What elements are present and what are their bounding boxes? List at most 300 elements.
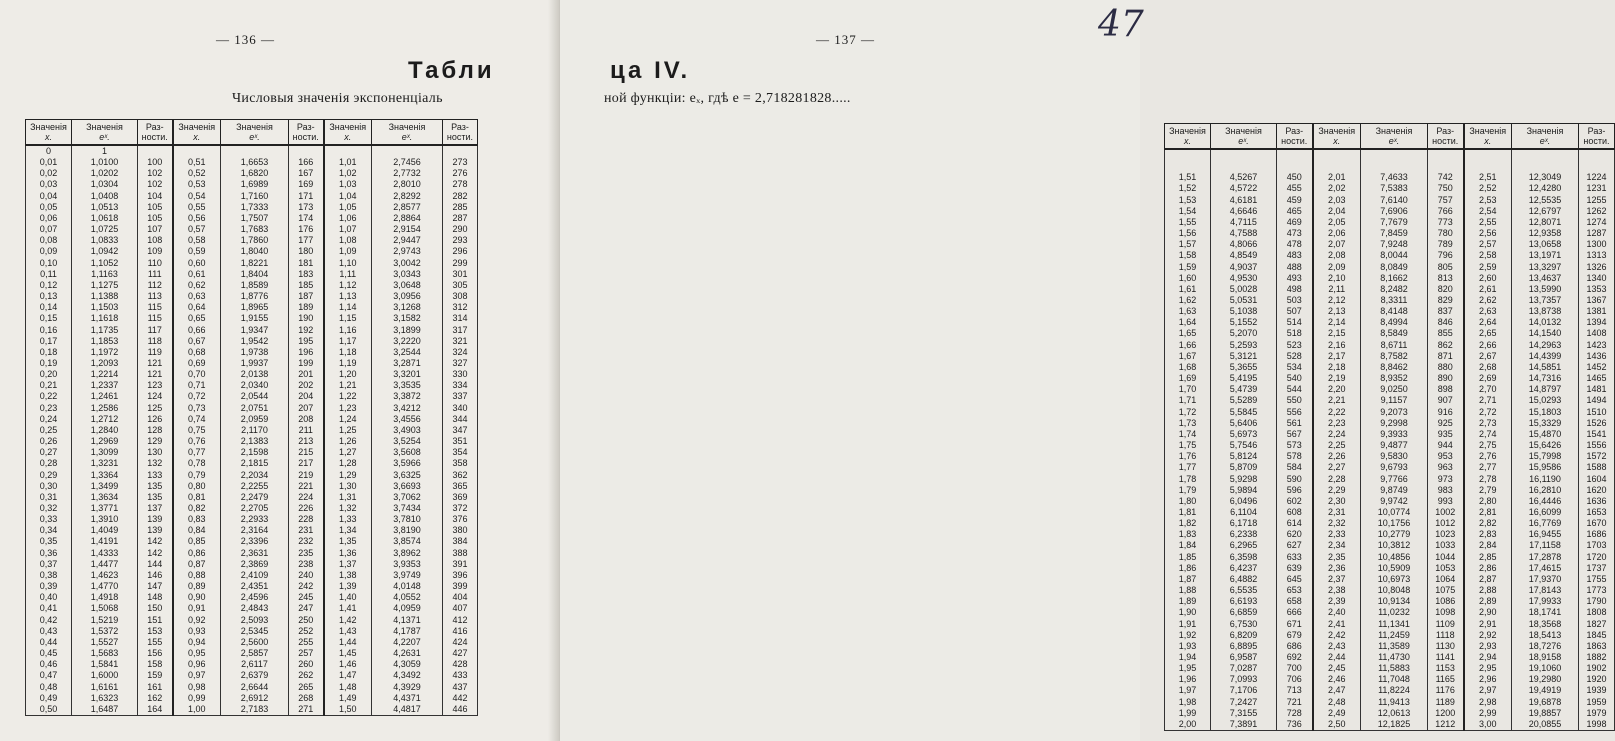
table-cell: 132	[138, 458, 173, 469]
table-cell: 121	[138, 369, 173, 380]
table-row	[1165, 328, 1615, 339]
table-cell: 18,1741	[1512, 607, 1579, 618]
table-cell: 5,0028	[1211, 284, 1277, 295]
column-header-line1: Значенія	[1225, 126, 1262, 136]
table-cell: 2,35	[1313, 552, 1361, 563]
table-cell: 503	[1277, 295, 1313, 306]
table-cell: 6,4882	[1211, 574, 1277, 585]
column-header	[1165, 124, 1211, 150]
table-cell: 1737	[1579, 563, 1615, 574]
table-row	[26, 258, 478, 269]
table-cell: 9,2073	[1361, 407, 1428, 418]
column-header-line1: Значенія	[178, 122, 216, 132]
table-cell: 493	[1277, 273, 1313, 284]
table-row	[26, 659, 478, 670]
table-cell: 10,5909	[1361, 563, 1428, 574]
table-row	[1165, 485, 1615, 496]
table-cell: 4,0959	[372, 603, 443, 614]
table-cell: 0,90	[173, 592, 221, 603]
table-cell: 1408	[1579, 328, 1615, 339]
column-header	[1512, 124, 1579, 150]
table-cell: 2,65	[1464, 328, 1512, 339]
table-cell: 0,20	[26, 369, 72, 380]
table-cell: 796	[1428, 250, 1464, 261]
table-row	[1165, 351, 1615, 362]
table-cell: 1,50	[324, 704, 372, 716]
table-cell: 1064	[1428, 574, 1464, 585]
table-cell: 183	[289, 269, 324, 280]
table-cell: 925	[1428, 418, 1464, 429]
table-cell: 1,3099	[72, 447, 138, 458]
table-cell: 226	[289, 503, 324, 514]
table-cell: 2,49	[1313, 708, 1361, 719]
table-cell: 2,6912	[221, 693, 289, 704]
column-header-line2: ности.	[1432, 136, 1459, 146]
table-cell: 713	[1277, 685, 1313, 696]
table-cell: 2,0138	[221, 369, 289, 380]
table-row	[26, 626, 478, 637]
table-cell: 0,12	[26, 280, 72, 291]
table-cell: 312	[443, 302, 478, 313]
table-cell: 2,0544	[221, 391, 289, 402]
table-cell: 561	[1277, 418, 1313, 429]
table-cell: 1,31	[324, 492, 372, 503]
table-row	[1165, 462, 1615, 473]
table-row	[1165, 663, 1615, 674]
table-cell: 1,2712	[72, 414, 138, 425]
table-cell: 1,49	[324, 693, 372, 704]
table-cell: 2,92	[1464, 630, 1512, 641]
table-cell: 111	[138, 269, 173, 280]
table-cell: 257	[289, 648, 324, 659]
table-cell: 1,9155	[221, 313, 289, 324]
table-row	[1165, 607, 1615, 618]
table-cell: 1,12	[324, 280, 372, 291]
table-cell: 0,25	[26, 425, 72, 436]
table-cell: 1,1163	[72, 269, 138, 280]
table-row	[26, 202, 478, 213]
table-cell: 2,78	[1464, 474, 1512, 485]
table-cell: 2,70	[1464, 384, 1512, 395]
table-cell: 391	[443, 559, 478, 570]
table-row	[1165, 239, 1615, 250]
table-cell: 139	[138, 514, 173, 525]
table-cell: 1,75	[1165, 440, 1211, 451]
table-cell: 1,72	[1165, 407, 1211, 418]
table-cell: 0,48	[26, 682, 72, 693]
table-cell: 578	[1277, 451, 1313, 462]
table-cell: 219	[289, 470, 324, 481]
table-cell: 1,05	[324, 202, 372, 213]
table-cell: 1165	[1428, 674, 1464, 685]
table-cell: 13,5990	[1512, 284, 1579, 295]
table-cell: 10,8048	[1361, 585, 1428, 596]
table-cell: 880	[1428, 362, 1464, 373]
table-cell: 0,05	[26, 202, 72, 213]
table-cell: 2,84	[1464, 540, 1512, 551]
table-cell: 6,3598	[1211, 552, 1277, 563]
table-cell: 0,64	[173, 302, 221, 313]
table-cell: 1494	[1579, 395, 1615, 406]
table-cell: 282	[443, 191, 478, 202]
table-cell: 16,2810	[1512, 485, 1579, 496]
table-row	[26, 224, 478, 235]
table-cell: 1353	[1579, 284, 1615, 295]
table-cell: 2,96	[1464, 674, 1512, 685]
table-cell: 144	[138, 559, 173, 570]
spacer-cell	[1512, 161, 1579, 172]
table-cell: 4,1787	[372, 626, 443, 637]
table-cell: 1130	[1428, 641, 1464, 652]
table-cell: 2,64	[1464, 317, 1512, 328]
table-cell: 354	[443, 447, 478, 458]
table-cell: 9,5830	[1361, 451, 1428, 462]
table-cell: 1,84	[1165, 540, 1211, 551]
table-row	[1165, 596, 1615, 607]
table-cell: 1,2969	[72, 436, 138, 447]
table-cell: 1,51	[1165, 172, 1211, 183]
table-cell: 1,25	[324, 425, 372, 436]
table-cell: 1,5372	[72, 626, 138, 637]
table-cell: 10,6973	[1361, 574, 1428, 585]
table-cell: 412	[443, 615, 478, 626]
table-cell: 1255	[1579, 195, 1615, 206]
table-cell: 199	[289, 358, 324, 369]
table-cell: 1,6653	[221, 157, 289, 168]
table-cell: 5,9894	[1211, 485, 1277, 496]
table-cell: 1,95	[1165, 663, 1211, 674]
table-cell: 1541	[1579, 429, 1615, 440]
table-row	[26, 503, 478, 514]
table-cell: 2,18	[1313, 362, 1361, 373]
table-cell: 0,11	[26, 269, 72, 280]
table-cell: 0,77	[173, 447, 221, 458]
table-cell: 993	[1428, 496, 1464, 507]
table-cell: 584	[1277, 462, 1313, 473]
table-cell: 2,7732	[372, 168, 443, 179]
table-cell: 1200	[1428, 708, 1464, 719]
table-cell: 4,7588	[1211, 228, 1277, 239]
exponential-table-right	[1164, 123, 1615, 731]
table-cell: 916	[1428, 407, 1464, 418]
table-cell: 3,4212	[372, 403, 443, 414]
table-cell: 1,23	[324, 403, 372, 414]
table-cell: 0,40	[26, 592, 72, 603]
table-cell: 1,1503	[72, 302, 138, 313]
table-cell: 1,9738	[221, 347, 289, 358]
table-cell: 372	[443, 503, 478, 514]
table-cell: 252	[289, 626, 324, 637]
table-cell: 3,8962	[372, 548, 443, 559]
table-cell: 1,2214	[72, 369, 138, 380]
table-cell: 0,98	[173, 682, 221, 693]
table-cell: 0,13	[26, 291, 72, 302]
table-cell: 0,55	[173, 202, 221, 213]
right-page	[560, 0, 1610, 741]
table-cell: 1,35	[324, 536, 372, 547]
table-row	[1165, 641, 1615, 652]
table-cell: 2,1598	[221, 447, 289, 458]
table-cell: 0,68	[173, 347, 221, 358]
table-cell: 15,1803	[1512, 407, 1579, 418]
table-row	[26, 447, 478, 458]
column-header	[289, 120, 324, 146]
table-cell: 0,80	[173, 481, 221, 492]
table-cell: 2,2034	[221, 470, 289, 481]
table-cell: 820	[1428, 284, 1464, 295]
table-cell: 190	[289, 313, 324, 324]
table-cell: 2,58	[1464, 250, 1512, 261]
column-header	[221, 120, 289, 146]
table-row	[26, 693, 478, 704]
table-cell: 0,32	[26, 503, 72, 514]
table-cell: 135	[138, 481, 173, 492]
table-cell: 4,3929	[372, 682, 443, 693]
table-cell: 2,04	[1313, 206, 1361, 217]
table-cell: 446	[443, 704, 478, 716]
table-cell: 6,9587	[1211, 652, 1277, 663]
column-header-line2: x.	[1183, 136, 1191, 146]
table-cell: 380	[443, 525, 478, 536]
table-cell: 108	[138, 235, 173, 246]
table-cell: 700	[1277, 663, 1313, 674]
table-cell: 19,2980	[1512, 674, 1579, 685]
column-header	[26, 120, 72, 146]
table-cell: 2,17	[1313, 351, 1361, 362]
table-row	[26, 525, 478, 536]
table-cell: 317	[443, 325, 478, 336]
table-cell: 1,10	[324, 258, 372, 269]
table-cell: 301	[443, 269, 478, 280]
table-cell: 1,6000	[72, 670, 138, 681]
table-cell: 1,7683	[221, 224, 289, 235]
table-cell: 1,9937	[221, 358, 289, 369]
table-cell: 174	[289, 213, 324, 224]
table-cell: 1,65	[1165, 328, 1211, 339]
table-cell: 478	[1277, 239, 1313, 250]
table-cell: 0,92	[173, 615, 221, 626]
table-cell: 666	[1277, 607, 1313, 618]
table-cell: 4,3492	[372, 670, 443, 681]
table-cell: 0,79	[173, 470, 221, 481]
table-cell: 276	[443, 168, 478, 179]
table-cell: 1,96	[1165, 674, 1211, 685]
column-header-line1: Значенія	[1375, 126, 1413, 136]
table-cell: 1,15	[324, 313, 372, 324]
table-cell: 142	[138, 536, 173, 547]
table-cell: 0,33	[26, 514, 72, 525]
table-cell: 1,5683	[72, 648, 138, 659]
table-cell: 2,53	[1464, 195, 1512, 206]
table-cell: 2,01	[1313, 172, 1361, 183]
table-cell: 3,0042	[372, 258, 443, 269]
table-cell: 6,6193	[1211, 596, 1277, 607]
table-cell: 13,0658	[1512, 239, 1579, 250]
table-cell: 0,52	[173, 168, 221, 179]
table-cell: 0,88	[173, 570, 221, 581]
table-cell: 6,6859	[1211, 607, 1277, 618]
table-cell: 0,39	[26, 581, 72, 592]
column-header	[1579, 124, 1615, 150]
spacer-cell	[1277, 161, 1313, 172]
table-cell: 890	[1428, 373, 1464, 384]
table-cell: 2,9743	[372, 246, 443, 257]
table-cell: 813	[1428, 273, 1464, 284]
table-cell: 686	[1277, 641, 1313, 652]
table-cell: 169	[289, 179, 324, 190]
table-cell: 829	[1428, 295, 1464, 306]
table-cell: 129	[138, 436, 173, 447]
column-header-line1: Значенія	[388, 122, 426, 132]
table-cell: 4,4817	[372, 704, 443, 716]
table-cell: 1,88	[1165, 585, 1211, 596]
table-cell: 14,2963	[1512, 340, 1579, 351]
table-row	[26, 291, 478, 302]
table-cell: 1231	[1579, 183, 1615, 194]
column-header-line2: ности.	[292, 132, 319, 142]
table-cell: 2,80	[1464, 496, 1512, 507]
table-cell: 1,37	[324, 559, 372, 570]
table-cell: 12,9358	[1512, 228, 1579, 239]
table-cell: 0,57	[173, 224, 221, 235]
table-cell: 721	[1277, 697, 1313, 708]
table-cell: 2,43	[1313, 641, 1361, 652]
table-row	[1165, 708, 1615, 719]
table-cell: 1,03	[324, 179, 372, 190]
spacer-cell	[1428, 161, 1464, 172]
table-cell: 123	[138, 380, 173, 391]
table-cell: 142	[138, 548, 173, 559]
table-cell: 0,22	[26, 391, 72, 402]
table-cell: 19,8857	[1512, 708, 1579, 719]
table-cell: 0,50	[26, 704, 72, 716]
table-row	[1165, 317, 1615, 328]
table-cell: 14,7316	[1512, 373, 1579, 384]
table-cell: 855	[1428, 328, 1464, 339]
table-cell: 2,06	[1313, 228, 1361, 239]
table-cell: 2,10	[1313, 273, 1361, 284]
table-cell: 102	[138, 168, 173, 179]
table-row	[26, 637, 478, 648]
table-row	[26, 191, 478, 202]
table-cell: 963	[1428, 462, 1464, 473]
table-cell: 1176	[1428, 685, 1464, 696]
table-cell: 2,73	[1464, 418, 1512, 429]
spacer-cell	[1313, 161, 1361, 172]
table-cell: 11,1341	[1361, 619, 1428, 630]
table-cell: 1,38	[324, 570, 372, 581]
table-cell: 358	[443, 458, 478, 469]
table-cell: 9,6793	[1361, 462, 1428, 473]
table-cell: 1,6487	[72, 704, 138, 716]
table-cell: 17,9370	[1512, 574, 1579, 585]
table-cell: 602	[1277, 496, 1313, 507]
table-cell: 1,4918	[72, 592, 138, 603]
table-cell: 2,71	[1464, 395, 1512, 406]
table-cell: 2,41	[1313, 619, 1361, 630]
table-cell: 1,74	[1165, 429, 1211, 440]
table-cell: 1340	[1579, 273, 1615, 284]
table-row	[1165, 563, 1615, 574]
table-cell: 1845	[1579, 630, 1615, 641]
table-cell: 2,20	[1313, 384, 1361, 395]
table-row	[1165, 262, 1615, 273]
column-header-line2: x.	[344, 132, 352, 142]
table-cell: 6,2965	[1211, 540, 1277, 551]
column-header	[1277, 124, 1313, 150]
table-cell: 1,73	[1165, 418, 1211, 429]
table-cell: 16,9455	[1512, 529, 1579, 540]
table-cell: 4,4371	[372, 693, 443, 704]
table-cell: 2,59	[1464, 262, 1512, 273]
column-header	[443, 120, 478, 146]
table-cell: 1,07	[324, 224, 372, 235]
table-cell: 2,95	[1464, 663, 1512, 674]
table-cell: 2,75	[1464, 440, 1512, 451]
table-cell: 0,87	[173, 559, 221, 570]
table-cell: 5,3655	[1211, 362, 1277, 373]
table-cell: 2,27	[1313, 462, 1361, 473]
table-cell: 1653	[1579, 507, 1615, 518]
table-cell: 528	[1277, 351, 1313, 362]
table-row	[26, 179, 478, 190]
table-cell: 534	[1277, 362, 1313, 373]
table-cell: 2,69	[1464, 373, 1512, 384]
table-row	[26, 391, 478, 402]
table-cell: 14,0132	[1512, 317, 1579, 328]
table-cell: 1,4333	[72, 548, 138, 559]
table-cell: 118	[138, 336, 173, 347]
table-cell: 862	[1428, 340, 1464, 351]
table-cell: 2,4843	[221, 603, 289, 614]
table-cell: 1141	[1428, 652, 1464, 663]
table-cell: 1,1275	[72, 280, 138, 291]
table-cell: 1118	[1428, 630, 1464, 641]
table-cell: 10,0774	[1361, 507, 1428, 518]
table-cell: 0,29	[26, 470, 72, 481]
table-row	[26, 615, 478, 626]
table-cell: 1,7333	[221, 202, 289, 213]
table-cell: 2,67	[1464, 351, 1512, 362]
table-cell: 1224	[1579, 172, 1615, 183]
table-row	[26, 269, 478, 280]
table-cell: 1394	[1579, 317, 1615, 328]
table-cell: 2,36	[1313, 563, 1361, 574]
table-cell: 10,2779	[1361, 529, 1428, 540]
column-header	[1464, 124, 1512, 150]
table-cell: 268	[289, 693, 324, 704]
table-cell: 17,8143	[1512, 585, 1579, 596]
table-cell: 5,3121	[1211, 351, 1277, 362]
table-row	[1165, 295, 1615, 306]
table-cell: 4,3059	[372, 659, 443, 670]
column-header	[1428, 124, 1464, 150]
spacer-cell	[1165, 149, 1211, 161]
table-cell: 1773	[1579, 585, 1615, 596]
table-cell: 1,08	[324, 235, 372, 246]
table-cell: 1,16	[324, 325, 372, 336]
table-cell: 1,0304	[72, 179, 138, 190]
table-row	[26, 280, 478, 291]
table-cell: 653	[1277, 585, 1313, 596]
table-cell: 135	[138, 492, 173, 503]
table-cell: 2,81	[1464, 507, 1512, 518]
table-cell: 658	[1277, 596, 1313, 607]
table-cell: 0,76	[173, 436, 221, 447]
table-cell: 953	[1428, 451, 1464, 462]
table-cell: 5,8709	[1211, 462, 1277, 473]
table-cell: 0,91	[173, 603, 221, 614]
